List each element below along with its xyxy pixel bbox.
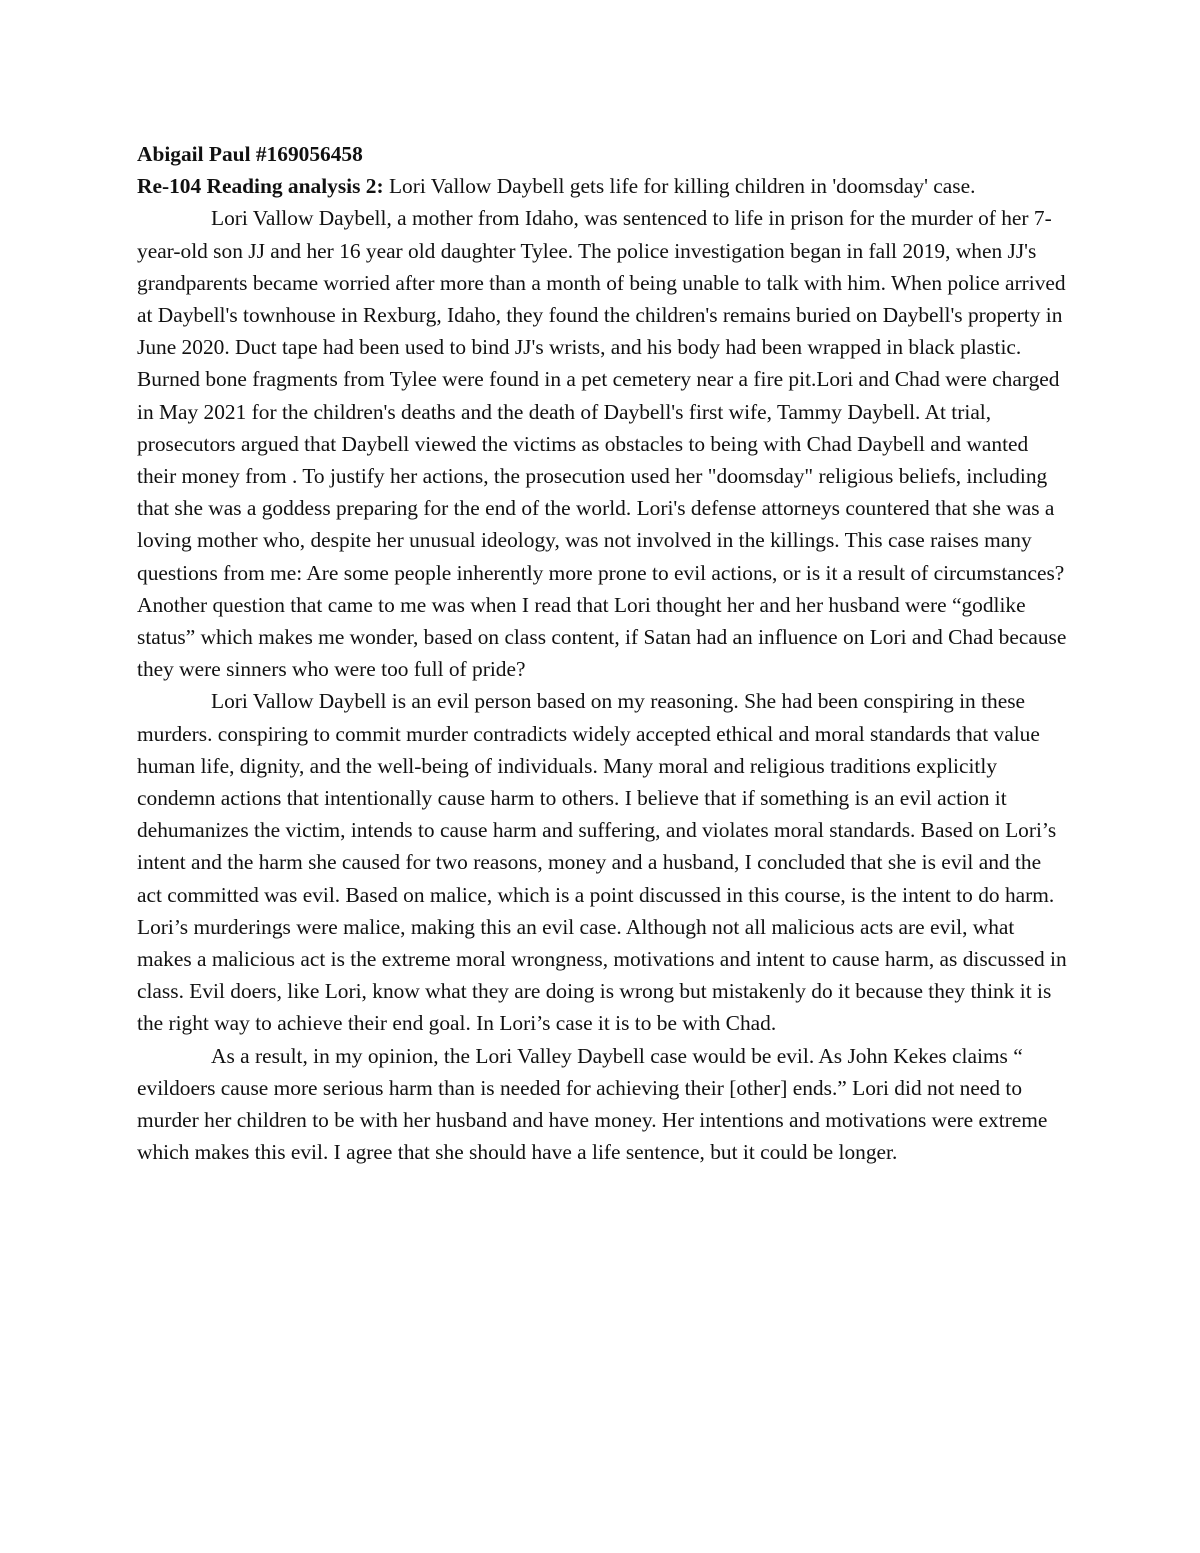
assignment-heading [137, 170, 1067, 202]
document-body [137, 138, 1067, 1169]
paragraph-summary: Lori Vallow Daybell, a mother from Idaho, was sentenced to life in prison for the murder of her 7-year-old son JJ and her 16 year old daughter Tylee. The police investigation began in fall 2019, when JJ's grandparents became worried after more than a month of being unable to talk with him. When police arrived at Daybell's townhouse in Rexburg, Idaho, they found the children's remains buried on Daybell's property in June 2020. Duct tape had been used to bind JJ's wrists, and his body had been wrapped in black plastic. Burned bone fragments from Tylee were found in a pet cemetery near a fire pit.Lori and Chad were charged in May 2021 for the children's deaths and the death of Daybell's first wife, Tammy Daybell. At trial, prosecutors argued that Daybell viewed the victims as obstacles to being with Chad Daybell and wanted their money from . To justify her actions, the prosecution used her "doomsday" religious beliefs, including that she was a goddess preparing for the end of the world. Lori's defense attorneys countered that she was a loving mother who, despite her unusual ideology, was not involved in the killings. This case raises many questions from me: Are some people inherently more prone to evil actions, or is it a result of circumstances? Another question that came to me was when I read that Lori thought her and her husband were “godlike status” which makes me wonder, based on class content, if Satan had an influence on Lori and Chad because they were sinners who were too full of pride? [137, 206, 1067, 682]
paragraph-conclusion: As a result, in my opinion, the Lori Valley Daybell case would be evil. As John Kekes claims “ evildoers cause more serious harm than is needed for achieving their [other] ends.” Lori did not need to murder her children to be with her husband and have money. Her intentions and motivations were extreme which makes this evil. I agree that she should have a life sentence, but it could be longer. [137, 1043, 1048, 1165]
paragraph-argument: Lori Vallow Daybell is an evil person based on my reasoning. She had been conspiring in these murders. conspiring to commit murder contradicts widely accepted ethical and moral standards that value human life, dignity, and the well-being of individuals. Many moral and religious traditions explicitly condemn actions that intentionally cause harm to others. I believe that if something is an evil action it dehumanizes the victim, intends to cause harm and suffering, and violates moral standards. Based on Lori’s intent and the harm she caused for two reasons, money and a husband, I concluded that she is evil and the act committed was evil. Based on malice, which is a point discussed in this course, is the intent to do harm. Lori’s murderings were malice, making this an evil case. Although not all malicious acts are evil, what makes a malicious act is the extreme moral wrongness, motivations and intent to cause harm, as discussed in class. Evil doers, like Lori, know what they are doing is wrong but mistakenly do it because they think it is the right way to achieve their end goal. In Lori’s case it is to be with Chad. [137, 689, 1067, 1036]
assignment-title: Lori Vallow Daybell gets life for killing children in 'doomsday' case. [383, 174, 976, 199]
author-line: Abigail Paul #169056458 [137, 142, 363, 166]
assignment-label: Re-104 Reading analysis 2: [137, 174, 384, 199]
